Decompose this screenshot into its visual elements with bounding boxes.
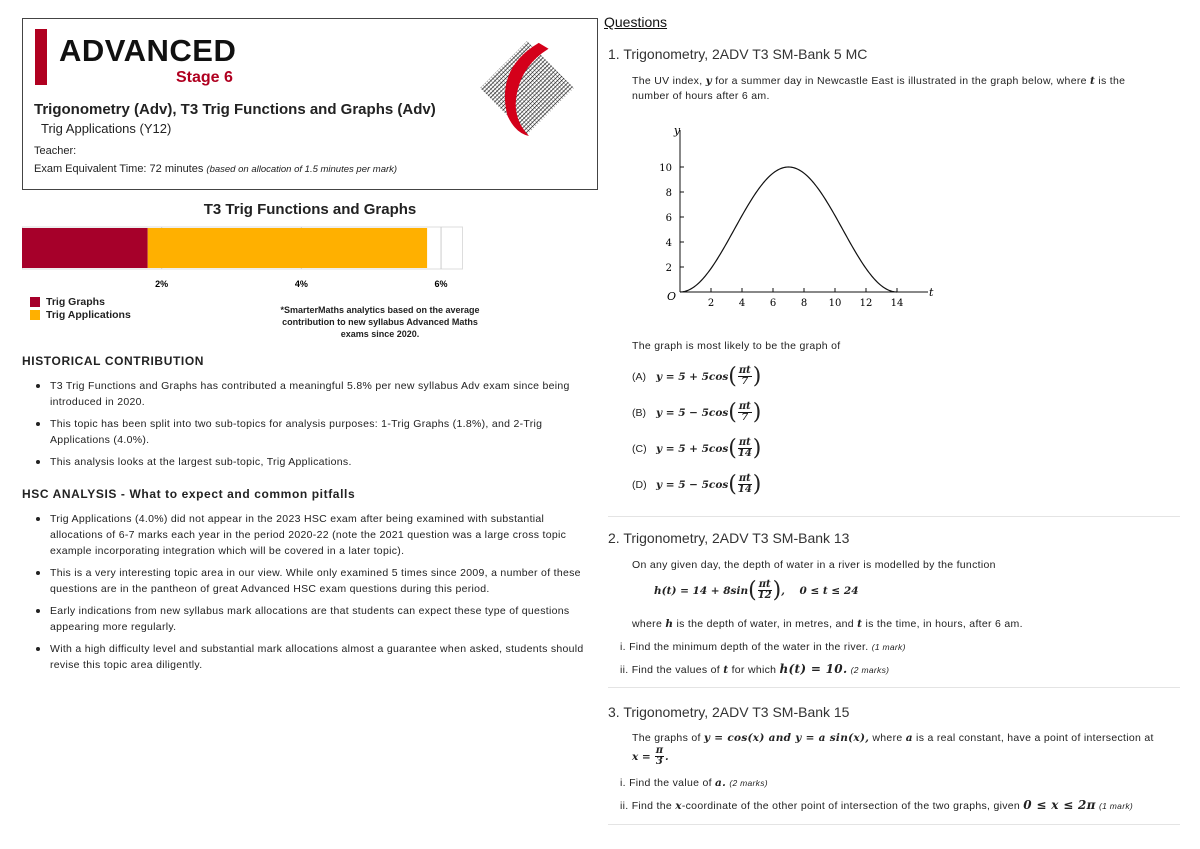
tick-label: 6% bbox=[434, 279, 448, 289]
list-item: This is a very interesting topic area in our view. While only examined 5 times since 2009, a number of these questions are in the pantheon of great Advanced HSC exam questions during this period. bbox=[32, 565, 600, 597]
x-tick-label: 8 bbox=[800, 298, 808, 309]
question-1-intro: The UV index, y for a summer day in Newcastle East is illustrated in the graph below, where t is the number of hours after 6 am. bbox=[632, 75, 1126, 102]
legend-swatch bbox=[30, 297, 40, 307]
list-item: T3 Trig Functions and Graphs has contributed a meaningful 5.8% per new syllabus Adv exam since being introduced in 2020. bbox=[32, 378, 600, 410]
contribution-bar-chart bbox=[22, 223, 482, 293]
exam-time-label: Exam Equivalent Time: 72 minutes bbox=[34, 163, 204, 175]
divider bbox=[608, 824, 1180, 825]
question-2-intro: On any given day, the depth of water in a river is modelled by the function bbox=[632, 559, 996, 571]
graph-ticks bbox=[659, 163, 903, 309]
question-3-intro: The graphs of y = cos(x) and y = a sin(x), where a is a real constant, have a point of intersection at bbox=[632, 732, 1154, 744]
legend-label: Trig Applications bbox=[46, 308, 131, 321]
x-tick-label: 14 bbox=[890, 298, 904, 309]
tick-label: 2% bbox=[155, 279, 169, 289]
exam-time bbox=[34, 163, 397, 175]
question-2-part-i: i. Find the minimum depth of the water in the river. (1 mark) bbox=[620, 641, 906, 653]
list-item: This analysis looks at the largest sub-topic, Trig Applications. bbox=[32, 454, 600, 470]
left-column bbox=[22, 18, 598, 671]
list-item: This topic has been split into two sub-topics for analysis purposes: 1-Trig Graphs (1.8%), and 2-Trig Applications (4.0%). bbox=[32, 416, 600, 448]
brand-accent-bar bbox=[35, 29, 47, 85]
question-1-title: 1. Trigonometry, 2ADV T3 SM-Bank 5 MC bbox=[608, 46, 868, 62]
divider bbox=[608, 687, 1180, 688]
x-tick-label: 12 bbox=[859, 298, 873, 309]
uv-index-graph bbox=[638, 122, 948, 314]
question-2-part-ii: ii. Find the values of t for which h(t) = 10. (2 marks) bbox=[620, 662, 890, 676]
x-axis-label: t bbox=[929, 286, 934, 299]
origin-label: O bbox=[667, 290, 677, 303]
y-tick-label: 8 bbox=[665, 188, 672, 199]
question-2-where: where h is the depth of water, in metres, and t is the time, in hours, after 6 am. bbox=[632, 618, 1023, 630]
list-item: Early indications from new syllabus mark allocations are that students can expect these type of questions appearing more regularly. bbox=[32, 603, 600, 635]
topic-title: Trigonometry (Adv), T3 Trig Functions and Graphs (Adv) bbox=[34, 101, 436, 118]
question-3-part-i: i. Find the value of a. (2 marks) bbox=[620, 777, 768, 789]
bar-segment-trig-graphs bbox=[22, 228, 148, 268]
exam-time-note: (based on allocation of 1.5 minutes per mark) bbox=[206, 164, 398, 175]
question-3-title: 3. Trigonometry, 2ADV T3 SM-Bank 15 bbox=[608, 704, 850, 720]
bar-segment-trig-applications bbox=[148, 228, 427, 268]
option-a: (A) y = 5 + 5cos ( $\frac{\pi t}{7}$ ) bbox=[632, 364, 762, 389]
legend-label: Trig Graphs bbox=[46, 295, 105, 308]
question-3-part-ii: ii. Find the x-coordinate of the other point of intersection of the two graphs, given 0 ≤ x ≤ 2π (1 mark) bbox=[620, 798, 1134, 812]
y-axis-label: y bbox=[673, 124, 681, 137]
question-2-title: 2. Trigonometry, 2ADV T3 SM-Bank 13 bbox=[608, 530, 850, 546]
analytics-note: *SmarterMaths analytics based on the average contribution to new syllabus Advanced Maths exams since 2020. bbox=[280, 305, 480, 339]
list-item: With a high difficulty level and substantial mark allocations almost a guarantee when asked, students should revise this topic area diligently. bbox=[32, 641, 600, 673]
historical-heading: HISTORICAL CONTRIBUTION bbox=[22, 354, 205, 368]
y-tick-label: 10 bbox=[659, 163, 672, 174]
option-d: (D) y = 5 − 5cos ( $\frac{\pi t}{14}$ ) bbox=[632, 472, 762, 497]
option-b: (B) y = 5 − 5cos ( $\frac{\pi t}{7}$ ) bbox=[632, 400, 762, 425]
hsc-list bbox=[32, 511, 600, 679]
x-tick-label: 6 bbox=[769, 298, 777, 309]
historical-list bbox=[32, 378, 600, 476]
list-item: Trig Applications (4.0%) did not appear in the 2023 HSC exam after being examined with substantial allocations of 6-7 marks each year in the period 2020-22 (note the 2021 question was a large cross topic example incorporating integration which will be covered in a later topic). bbox=[32, 511, 600, 559]
tick-label: 4% bbox=[294, 279, 308, 289]
legend-item-trig-graphs bbox=[30, 295, 131, 308]
uv-curve bbox=[680, 167, 897, 292]
chart-title: T3 Trig Functions and Graphs bbox=[203, 201, 417, 218]
option-c: (C) y = 5 + 5cos ( $\frac{\pi t}{14}$ ) bbox=[632, 436, 762, 461]
smartermaths-logo-icon bbox=[478, 39, 576, 137]
question-2-formula: h(t) = 14 + 8sin ( $\frac{\pi t}{12}$ ) , 0 ≤ t ≤ 24 bbox=[654, 578, 859, 603]
legend-swatch bbox=[30, 310, 40, 320]
brand-title: ADVANCED bbox=[59, 33, 237, 68]
x-tick-label: 2 bbox=[707, 298, 715, 309]
legend-item-trig-applications bbox=[30, 308, 131, 321]
question-1-prompt: The graph is most likely to be the graph of bbox=[632, 340, 841, 352]
question-3-intersection: x = $\frac{\pi}{3}$ . bbox=[632, 745, 669, 767]
hsc-heading: HSC ANALYSIS - What to expect and common pitfalls bbox=[22, 487, 356, 501]
subtopic-title: Trig Applications (Y12) bbox=[41, 121, 172, 136]
y-tick-label: 6 bbox=[665, 213, 672, 224]
x-tick-label: 4 bbox=[738, 298, 746, 309]
y-tick-label: 4 bbox=[665, 238, 672, 249]
header-box bbox=[22, 18, 598, 190]
teacher-label: Teacher: bbox=[34, 145, 77, 157]
chart-legend bbox=[30, 295, 131, 321]
divider bbox=[608, 516, 1180, 517]
x-tick-label: 10 bbox=[828, 298, 842, 309]
y-tick-label: 2 bbox=[665, 263, 672, 274]
stage-label: Stage 6 bbox=[176, 69, 233, 86]
questions-heading: Questions bbox=[604, 14, 668, 30]
